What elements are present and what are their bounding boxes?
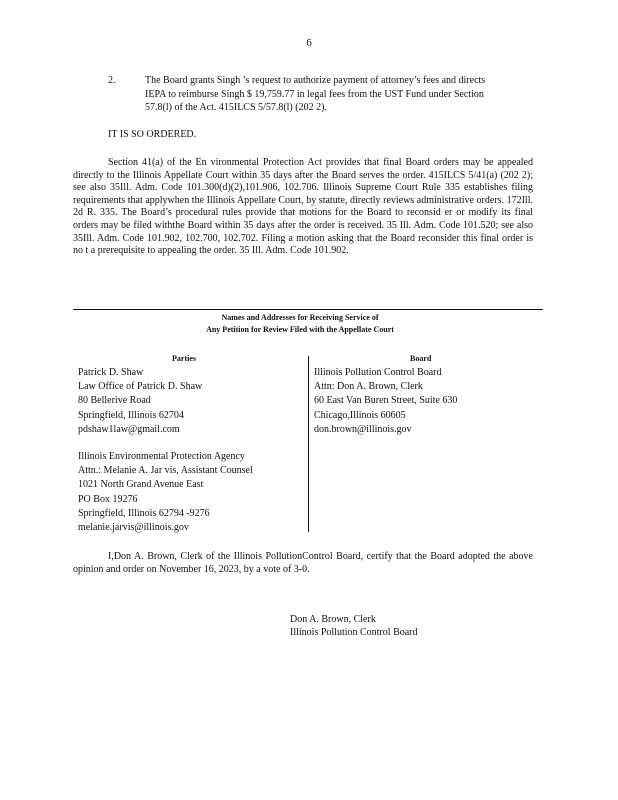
- contact-firm: Law Office of Patrick D. Shaw: [78, 381, 203, 393]
- contact-attn: Attn: Don A. Brown, Clerk: [314, 381, 423, 393]
- parties-contact-iepa: [78, 450, 253, 535]
- service-table-divider: [308, 356, 309, 532]
- order-item-text: The Board grants Singh ’s request to authorize payment of attorney’s fees and directs IEPA to reimburse Singh $ 19,759.77 in legal fees from the UST Fund under Section 57.8(l) of the Act. 415ILCS 5/57.8(l) (202 2).: [145, 75, 486, 113]
- so-ordered-line: IT IS SO ORDERED.: [108, 129, 197, 140]
- contact-street: 1021 North Grand Avenue East: [78, 479, 204, 491]
- parties-heading: Parties: [172, 354, 196, 363]
- parties-contact-shaw: [78, 366, 202, 437]
- service-table-header-line1: Names and Addresses for Receiving Service of: [221, 313, 379, 322]
- contact-city: Chicago,Illinois 60605: [314, 409, 406, 421]
- contact-city: Springfield, Illinois 62794 -9276: [78, 507, 210, 519]
- order-item-number: 2.: [108, 75, 116, 86]
- board-heading: Board: [410, 354, 432, 363]
- contact-attn: Attn.: Melanie A. Jar vis, Assistant Counsel: [78, 465, 253, 477]
- service-table-header-line2: Any Petition for Review Filed with the Appellate Court: [206, 325, 394, 334]
- contact-street: 80 Bellerive Road: [78, 395, 151, 407]
- contact-email[interactable]: don.brown@illinois.gov: [314, 423, 412, 435]
- appeal-rights-paragraph: Section 41(a) of the En vironmental Protection Act provides that final Board orders may be appealed directly to the Illinois Appellate Court within 35 days after the Board serves the order. 415ILCS 5/41(a) (202 2); see also 35Ill. Adm. Code 101.300(d)(2),101.906, 102.706. Illinois Supreme Court Rule 335 establishes filing requirements that applywhen the Illinois Appellate Court, by statute, directly reviews administrative orders. 172Ill. 2d R. 335. The Board’s procedural rules provide that motions for the Board to reconsid er or modify its final orders may be filed withthe Board within 35 days after the order is received. 35 Ill. Adm. Code 101.520; see also 35Ill. Adm. Code 101.902, 102.700, 102.702. Filing a motion asking that the Board reconsider this final order is no t a prerequisite to appealing the order. 35 Ill. Adm. Code 101.902.: [73, 157, 533, 257]
- contact-name: Patrick D. Shaw: [78, 367, 144, 378]
- board-contact: [314, 366, 457, 437]
- contact-email[interactable]: melanie.jarvis@illinois.gov: [78, 522, 189, 534]
- contact-agency: Illinois Pollution Control Board: [314, 367, 442, 378]
- contact-email[interactable]: pdshaw1law@gmail.com: [78, 423, 180, 435]
- signature-name-title: Don A. Brown, Clerk: [290, 614, 376, 625]
- contact-street: 60 East Van Buren Street, Suite 630: [314, 395, 458, 407]
- signature-organization: Illinois Pollution Control Board: [290, 627, 418, 638]
- clerk-certification: I,Don A. Brown, Clerk of the Illinois PollutionControl Board, certify that the Board adopted the above opinion and order on November 16, 2023, by a vote of 3-0.: [73, 551, 533, 575]
- contact-agency: Illinois Environmental Protection Agency: [78, 451, 245, 462]
- signature-block: [290, 613, 418, 639]
- page-number: 6: [306, 37, 312, 49]
- contact-po-box: PO Box 19276: [78, 493, 138, 505]
- contact-city: Springfield, Illinois 62704: [78, 409, 184, 421]
- service-table-header: [140, 312, 460, 336]
- service-table-top-rule: [73, 309, 543, 310]
